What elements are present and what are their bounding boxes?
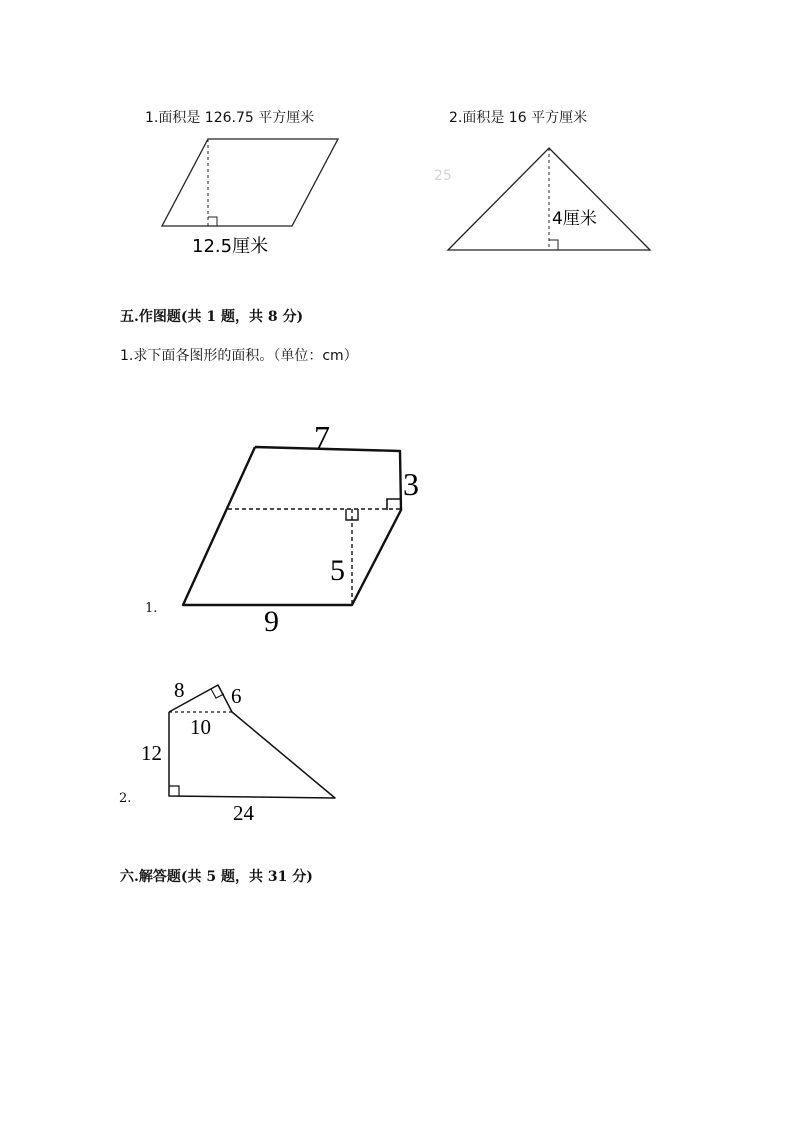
section-6-title: 六.解答题(共 5 题，共 31 分) [120,869,313,885]
figure-1-right-label: 3 [403,466,419,502]
bleed-mark: 25 [434,168,452,184]
section-5-title: 五.作图题(共 1 题，共 8 分) [120,309,304,325]
figure-1-index: 1. [145,601,158,616]
figure-1-height-label: 5 [330,554,345,587]
parallelogram-base-label: 12.5厘米 [192,236,269,257]
figure-2-index: 2. [119,791,132,806]
figure-2-bottom-label: 24 [233,801,254,825]
triangle-height-label: 4厘米 [552,209,597,229]
figure-1-bottom-label: 9 [264,605,279,638]
figure-2-top-left-label: 8 [174,678,185,702]
figure-1-top-label: 7 [314,419,330,455]
figure-2-dashed-label: 10 [190,715,211,739]
problem-2-caption: 2.面积是 16 平方厘米 [449,110,588,126]
figure-2-top-right-label: 6 [231,684,242,708]
problem-1-caption: 1.面积是 126.75 平方厘米 [145,110,315,126]
section-5-question: 1.求下面各图形的面积。（单位：cm） [120,348,358,364]
figure-2-left-label: 12 [141,741,162,765]
